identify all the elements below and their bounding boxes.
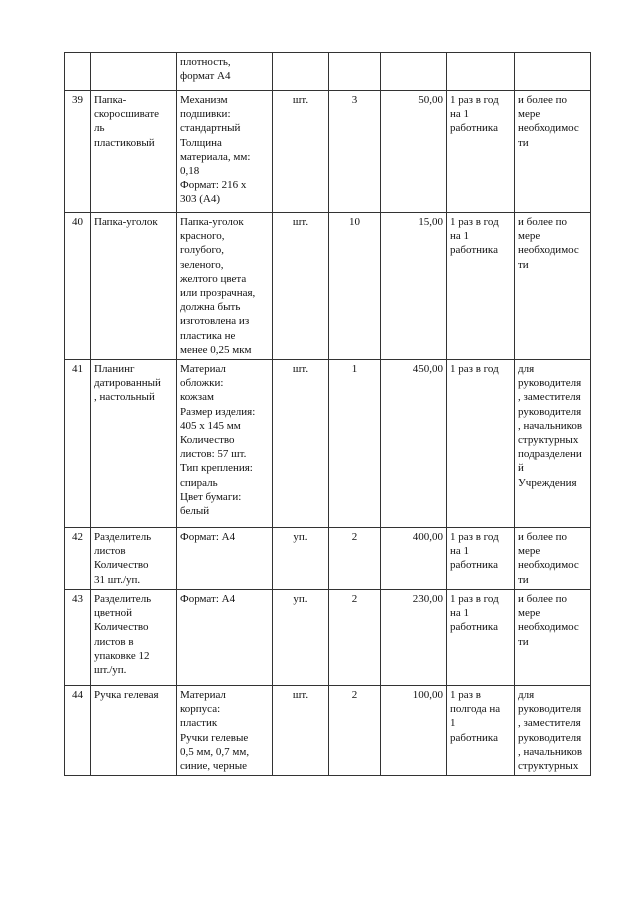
cell-recipients: и более по мере необходимос ти: [515, 590, 591, 686]
cell-quantity: 1: [329, 360, 381, 528]
cell-name: Разделитель листов Количество 31 шт./уп.: [91, 528, 177, 590]
cell-frequency: 1 раз в полгода на 1 работника: [447, 686, 515, 776]
cell-number: 40: [65, 213, 91, 360]
cell-name: Папка- скоросшивате ль пластиковый: [91, 91, 177, 213]
table-row: [65, 91, 591, 213]
cell-price: 15,00: [381, 213, 447, 360]
cell-recipients: для руководителя , заместителя руководителя , начальников структурных: [515, 686, 591, 776]
cell-specification: Материал корпуса: пластик Ручки гелевые 0,5 мм, 0,7 мм, синие, черные: [177, 686, 273, 776]
cell-specification: Формат: А4: [177, 590, 273, 686]
table-row: [65, 360, 591, 528]
cell-name: Папка-уголок: [91, 213, 177, 360]
table-row: [65, 528, 591, 590]
continuation-row: [65, 53, 591, 91]
cell-number: 44: [65, 686, 91, 776]
cell-recipients: [515, 53, 591, 91]
cell-recipients: для руководителя , заместителя руководителя , начальников структурных подразделени й Учреждения: [515, 360, 591, 528]
cell-quantity: 2: [329, 528, 381, 590]
cell-number: [65, 53, 91, 91]
cell-specification: Механизм подшивки: стандартный Толщина материала, мм: 0,18 Формат: 216 х 303 (А4): [177, 91, 273, 213]
cell-frequency: 1 раз в год на 1 работника: [447, 91, 515, 213]
cell-quantity: 3: [329, 91, 381, 213]
cell-frequency: 1 раз в год на 1 работника: [447, 590, 515, 686]
cell-price: 50,00: [381, 91, 447, 213]
cell-unit: шт.: [273, 91, 329, 213]
cell-unit: уп.: [273, 528, 329, 590]
cell-recipients: и более по мере необходимос ти: [515, 213, 591, 360]
cell-frequency: [447, 53, 515, 91]
cell-unit: [273, 53, 329, 91]
supplies-table: [64, 52, 591, 776]
table-row: [65, 213, 591, 360]
cell-quantity: 2: [329, 686, 381, 776]
cell-name: Планинг датированный , настольный: [91, 360, 177, 528]
cell-number: 42: [65, 528, 91, 590]
cell-frequency: 1 раз в год на 1 работника: [447, 528, 515, 590]
table-row: [65, 590, 591, 686]
cell-price: 100,00: [381, 686, 447, 776]
cell-quantity: 10: [329, 213, 381, 360]
cell-unit: шт.: [273, 213, 329, 360]
table-body: [65, 53, 591, 776]
cell-specification: Материал обложки: кожзам Размер изделия: 405 х 145 мм Количество листов: 57 шт. Тип крепления: спираль Цвет бумаги: белый: [177, 360, 273, 528]
cell-recipients: и более по мере необходимос ти: [515, 91, 591, 213]
cell-price: 450,00: [381, 360, 447, 528]
cell-name: Разделитель цветной Количество листов в упаковке 12 шт./уп.: [91, 590, 177, 686]
cell-unit: шт.: [273, 686, 329, 776]
cell-unit: уп.: [273, 590, 329, 686]
cell-frequency: 1 раз в год на 1 работника: [447, 213, 515, 360]
cell-price: 400,00: [381, 528, 447, 590]
cell-unit: шт.: [273, 360, 329, 528]
cell-number: 43: [65, 590, 91, 686]
cell-frequency: 1 раз в год: [447, 360, 515, 528]
cell-price: 230,00: [381, 590, 447, 686]
cell-price: [381, 53, 447, 91]
cell-specification: Папка-уголок красного, голубого, зеленого, желтого цвета или прозрачная, должна быть изготовлена из пластика не менее 0,25 мкм: [177, 213, 273, 360]
cell-quantity: 2: [329, 590, 381, 686]
table-row: [65, 686, 591, 776]
cell-number: 41: [65, 360, 91, 528]
cell-number: 39: [65, 91, 91, 213]
cell-name: Ручка гелевая: [91, 686, 177, 776]
cell-name: [91, 53, 177, 91]
cell-specification: плотность, формат А4: [177, 53, 273, 91]
cell-quantity: [329, 53, 381, 91]
cell-recipients: и более по мере необходимос ти: [515, 528, 591, 590]
cell-specification: Формат: А4: [177, 528, 273, 590]
